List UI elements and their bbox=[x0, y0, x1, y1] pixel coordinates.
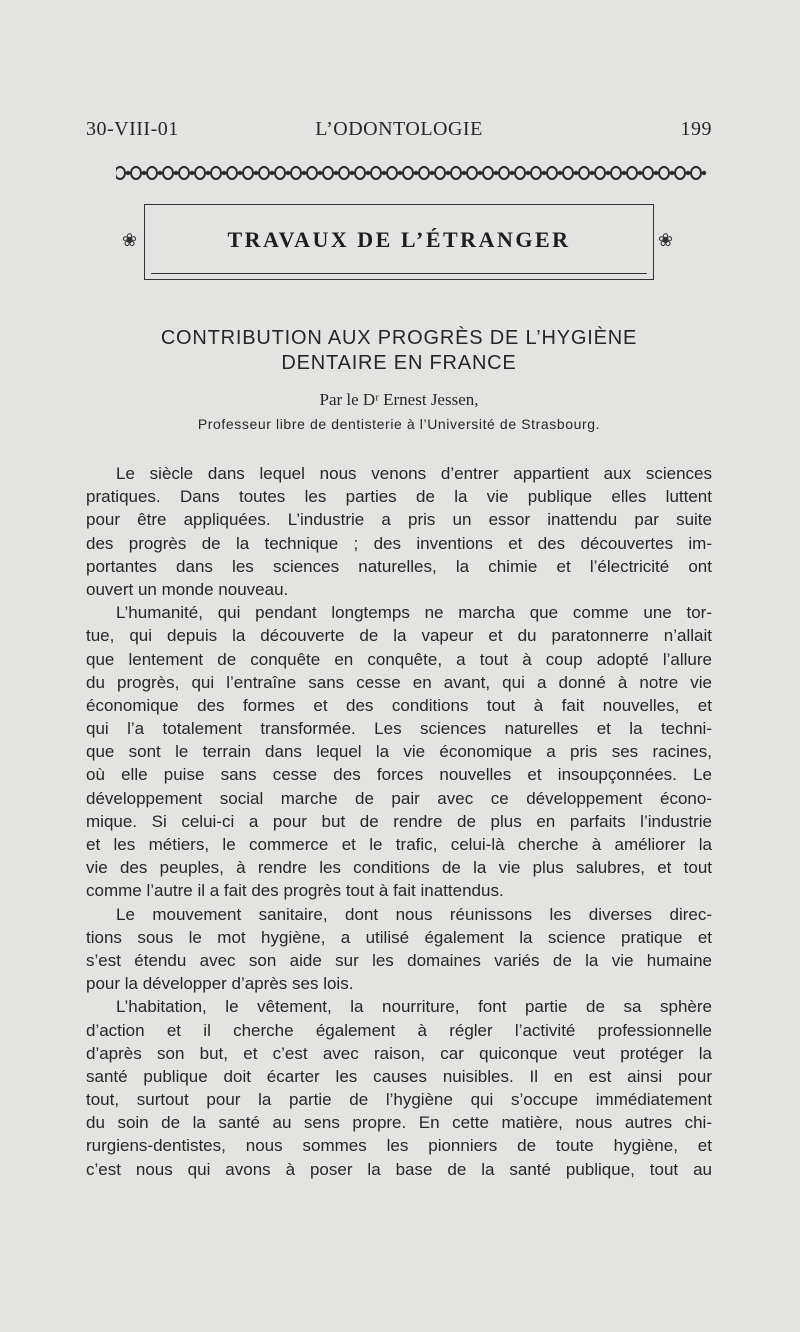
body-line: pratiques. Dans toutes les parties de la vie publique elles luttent bbox=[86, 487, 712, 507]
section-title: TRAVAUX DE L’ÉTRANGER bbox=[227, 227, 571, 252]
body-line: mique. Si celui-ci a pour but de rendre de plus en parfaits l’industrie bbox=[86, 811, 712, 831]
header-date: 30-VIII-01 bbox=[86, 118, 179, 140]
body-line: c’est nous qui avons à poser la base de la santé publique, tout au bbox=[86, 1159, 712, 1179]
body-line: économique des formes et des conditions tout à fait nouvelles, et bbox=[86, 695, 712, 715]
author-affiliation: Professeur libre de dentisterie à l’Université de Strasbourg. bbox=[197, 416, 601, 432]
body-line: portantes dans les sciences naturelles, la chimie et l’électricité ont bbox=[86, 556, 712, 576]
body-line: où elle puise sans cesse des forces nouvelles et insoupçonnées. Le bbox=[86, 765, 712, 785]
body-line: et les métiers, le commerce et le trafic, celui-là cherche à améliorer la bbox=[86, 835, 712, 854]
body-line: santé publique doit écarter les causes nuisibles. Il en est ainsi pour bbox=[86, 1066, 712, 1086]
header-journal-title: L’ODONTOLOGIE bbox=[315, 118, 483, 140]
body-line: pour la développer d’après ses lois. bbox=[86, 974, 354, 994]
body-line: que lentement de conquête en conquête, a tout à coup adopté l’allure bbox=[86, 649, 712, 669]
body-line: tue, qui depuis la découverte de la vapeur et du paratonnerre n’allait bbox=[86, 626, 712, 646]
article-title bbox=[86, 326, 712, 376]
body-line: pour être appliquées. L’industrie a pris un essor inattendu par suite bbox=[86, 510, 712, 530]
body-line: tout, surtout pour la partie de l’hygiène qui s’occupe immédiatement bbox=[86, 1090, 712, 1110]
body-line: des progrès de la technique ; des inventions et des découvertes im- bbox=[86, 533, 712, 553]
body-line: comme l’autre il a fait des progrès tout à fait inattendus. bbox=[86, 881, 504, 901]
body-line: rurgiens-dentistes, nous sommes les pionniers de toute hygiène, et bbox=[86, 1136, 712, 1156]
article-title-line-2: DENTAIRE EN FRANCE bbox=[281, 352, 517, 374]
article-body bbox=[86, 462, 712, 1181]
body-line: tions sous le mot hygiène, a utilisé également la science pratique et bbox=[86, 927, 712, 947]
ornamental-band bbox=[116, 164, 712, 182]
body-line: L’habitation, le vêtement, la nourriture, font partie de sa sphère bbox=[116, 997, 712, 1017]
running-header bbox=[86, 118, 712, 148]
body-line: développement social marche de pair avec ce développement écono- bbox=[86, 788, 712, 808]
fleuron-left-icon: ❀ bbox=[122, 230, 138, 251]
body-line: vie des peuples, à rendre les conditions de la vie plus salubres, et tout bbox=[86, 858, 712, 878]
body-line: que sont le terrain dans lequel la vie économique a pris ses racines, bbox=[86, 742, 712, 762]
body-line: du soin de la santé au sens propre. En cette matière, nous autres chi- bbox=[86, 1113, 712, 1133]
page-number: 199 bbox=[680, 118, 712, 140]
title-box-rule bbox=[151, 273, 647, 274]
body-line: Le mouvement sanitaire, dont nous réunissons les diverses direc- bbox=[116, 904, 712, 924]
body-line: s’est étendu avec son aide sur les domaines variés de la vie humaine bbox=[86, 950, 712, 970]
fleuron-right-icon: ❀ bbox=[658, 230, 674, 251]
body-line: L’humanité, qui pendant longtemps ne marcha que comme une tor- bbox=[116, 603, 712, 623]
body-line: d’action et il cherche également à régler l’activité professionnelle bbox=[86, 1020, 712, 1040]
body-line: Le siècle dans lequel nous venons d’entrer appartient aux sciences bbox=[116, 464, 712, 483]
section-title-box bbox=[144, 204, 654, 280]
body-line: d’après son but, et c’est avec raison, car quiconque veut protéger la bbox=[86, 1043, 712, 1063]
author-byline: Par le Dʳ Ernest Jessen, bbox=[319, 390, 479, 409]
article-title-line-1: CONTRIBUTION AUX PROGRÈS DE L’HYGIÈNE bbox=[160, 327, 638, 349]
body-line: du progrès, qui l’entraîne sans cesse en avant, qui a donné à notre vie bbox=[86, 672, 712, 692]
body-line: ouvert un monde nouveau. bbox=[86, 579, 289, 599]
body-line: qui l’a totalement transformée. Les sciences naturelles et la techni- bbox=[86, 719, 712, 739]
